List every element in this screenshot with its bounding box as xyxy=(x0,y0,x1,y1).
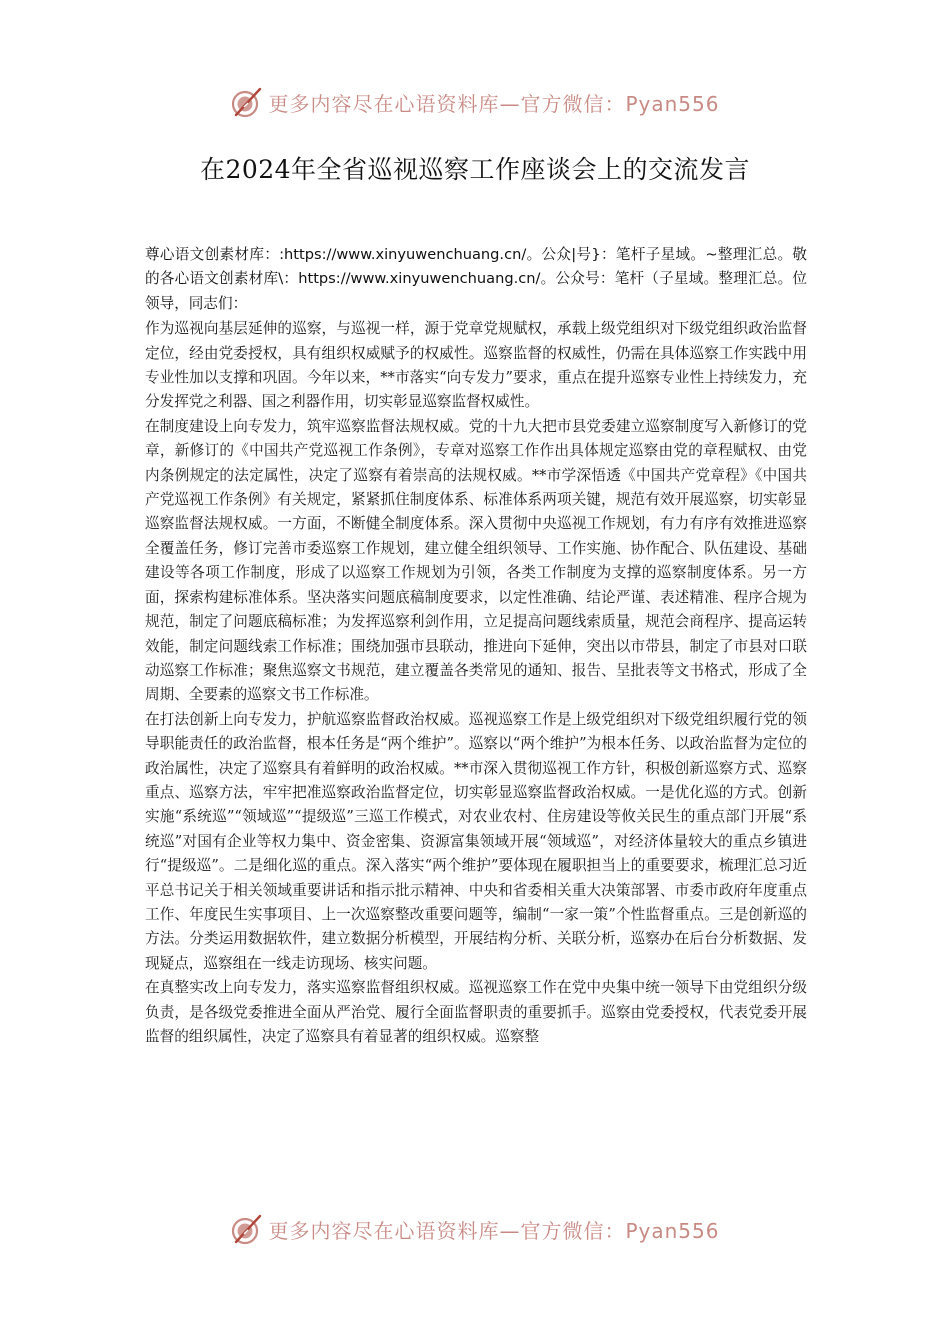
document-body xyxy=(145,243,807,1049)
footer-banner xyxy=(0,1209,950,1249)
header-banner-text: 更多内容尽在心语资料库—官方微信：Pyan556 xyxy=(268,91,720,116)
page-title: 在2024年全省巡视巡察工作座谈会上的交流发言 xyxy=(199,155,751,184)
body-paragraph: 在制度建设上向专发力，筑牢巡察监督法规权威。党的十九大把市县党委建立巡察制度写入新修订的党章，新修订的《中国共产党巡视工作条例》，专章对巡察工作作出具体规定巡察由党的章程赋权、由党内条例规定的法定属性，决定了巡察有着崇高的法规权威。**市学深悟透《中国共产党章程》《中国共产党巡视工作条例》有关规定，紧紧抓住制度体系、标准体系两项关键，规范有效开展巡察，切实彰显巡察监督法规权威。一方面，不断健全制度体系。深入贯彻中央巡视工作规划，有力有序有效推进巡察全覆盖任务，修订完善市委巡察工作规划，建立健全组织领导、工作实施、协作配合、队伍建设、基础建设等各项工作制度，形成了以巡察工作规划为引领，各类工作制度为支撑的巡察制度体系。另一方面，探索构建标准体系。坚决落实问题底稿制度要求，以定性准确、结论严谨、表述精准、程序合规为规范，制定了问题底稿标准；为发挥巡察利剑作用，立足提高问题线索质量，规范会商程序、提高运转效能，制定问题线索工作标准；围绕加强市县联动，推进向下延伸，突出以市带县，制定了市县对口联动巡察工作标准；聚焦巡察文书规范，建立覆盖各类常见的通知、报告、呈批表等文书格式，形成了全周期、全要素的巡察文书工作标准。 xyxy=(145,417,807,704)
footer-banner-text: 更多内容尽在心语资料库—官方微信：Pyan556 xyxy=(268,1218,720,1243)
feather-pen-logo-icon xyxy=(230,85,264,119)
header-banner xyxy=(0,82,950,122)
feather-pen-logo-icon xyxy=(230,1212,264,1246)
body-paragraph: 作为巡视向基层延伸的巡察，与巡视一样，源于党章党规赋权，承载上级党组织对下级党组织政治监督定位，经由党委授权，具有组织权威赋予的权威性。巡察监督的权威性，仍需在具体巡察工作实践中用专业性加以支撑和巩固。今年以来，**市落实“向专发力”要求，重点在提升巡察专业性上持续发力，充分发挥党之利器、国之利器作用，切实彰显巡察监督权威性。 xyxy=(145,320,807,411)
body-paragraph: 在真整实改上向专发力，落实巡察监督组织权威。巡视巡察工作在党中央集中统一领导下由党组织分级负责，是各级党委推进全面从严治党、履行全面监督职责的重要抓手。巡察由党委授权，代表党委开展监督的组织属性，决定了巡察具有着显著的组织权威。巡察整 xyxy=(145,979,807,1045)
body-paragraph: 在打法创新上向专发力，护航巡察监督政治权威。巡视巡察工作是上级党组织对下级党组织履行党的领导职能责任的政治监督，根本任务是“两个维护”。巡察以“两个维护”为根本任务、以政治监督为定位的政治属性，决定了巡察具有着鲜明的政治权威。**市深入贯彻巡视工作方针，积极创新巡察方式、巡察重点、巡察方法，牢牢把准巡察政治监督定位，切实彰显巡察监督政治权威。一是优化巡的方式。创新实施“系统巡”“领域巡”“提级巡”三巡工作模式，对农业农村、住房建设等攸关民生的重点部门开展“系统巡”对国有企业等权力集中、资金密集、资源富集领域开展“领域巡”，对经济体量较大的重点乡镇进行“提级巡”。二是细化巡的重点。深入落实“两个维护”要体现在履职担当上的重要要求，梳理汇总习近平总书记关于相关领域重要讲话和指示批示精神、中央和省委相关重大决策部署、市委市政府年度重点工作、年度民生实事项目、上一次巡察整改重要问题等，编制“一家一策”个性监督重点。三是创新巡的方法。分类运用数据软件，建立数据分析模型，开展结构分析、关联分析，巡察办在后台分析数据、发现疑点，巡察组在一线走访现场、核实问题。 xyxy=(145,710,807,972)
intro-paragraph: 尊心语文创素材库：:https://www.xinyuwenchuang.cn/。公众|号}：笔杆子星域。~整理汇总。敬的各心语文创素材库\：https://www.xinyuwenchuang.cn/。公众号：笔杆（子星域。整理汇总。位领导，同志们： xyxy=(145,246,807,312)
